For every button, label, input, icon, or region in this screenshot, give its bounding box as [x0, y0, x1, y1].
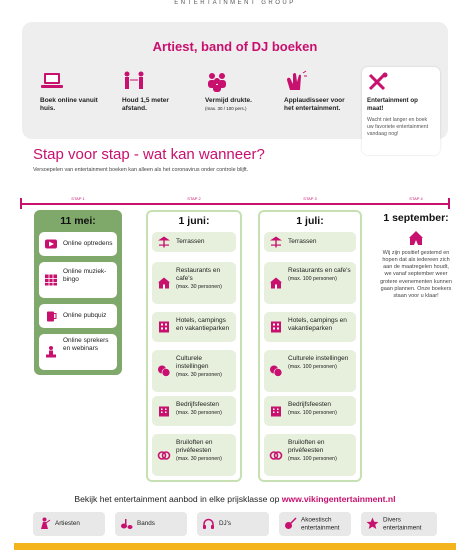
terrace-icon [269, 236, 283, 249]
bingo-icon [44, 274, 58, 287]
category-label: Divers entertainment [383, 516, 422, 531]
category-artists[interactable] [33, 512, 105, 536]
step4-date: 1 september: [383, 212, 449, 224]
steps-heading: Stap voor stap - wat kan wanneer? [33, 146, 265, 163]
hotel-icon [157, 321, 171, 334]
timeline [20, 203, 450, 205]
category-label: Artiesten [55, 520, 80, 528]
card-weddings [152, 434, 236, 476]
brand-tagline: ENTERTAINMENT GROUP [174, 0, 296, 6]
card-label: Online pubquiz [63, 312, 107, 319]
tip-label: Houd 1,5 meter afstand. [122, 97, 169, 113]
cafe-icon [157, 277, 171, 290]
card-sub: (max. 30 personen) [176, 456, 222, 463]
note-text: Wacht niet langer en boek uw favoriete entertainment vandaag nog! [367, 116, 429, 137]
category-label: DJ's [219, 520, 232, 528]
card-sub: (max. 30 personen) [176, 284, 222, 291]
distance-icon [122, 70, 146, 92]
tip-online-booking [40, 70, 110, 113]
tip-label: Applaudisseer voor het entertainment. [284, 97, 345, 113]
card-sub: (max. 100 personen) [288, 364, 337, 371]
category-bands[interactable] [115, 512, 187, 536]
card-label: Culturele instellingen [288, 355, 349, 362]
card-label: Online optredens [63, 240, 113, 247]
card-label: Terrassen [288, 238, 317, 245]
step-label: STAP 3 [303, 196, 317, 201]
card-label: Bruiloften en privéfeesten [288, 439, 325, 455]
laptop-icon [40, 70, 64, 92]
card-label: Culturele instellingen [176, 355, 209, 371]
category-djs[interactable] [197, 512, 269, 536]
crowd-icon [205, 70, 229, 92]
card-terraces [264, 232, 356, 252]
category-various[interactable] [361, 512, 437, 536]
card-music-bingo [39, 262, 117, 298]
tip-crowds [205, 70, 275, 113]
card-label: Hotels, campings en vakantieparken [176, 317, 230, 333]
step-label: STAP 1 [71, 196, 85, 201]
card-label: Restaurants en cafe's [288, 267, 351, 274]
card-sub: (max. 30 personen) [176, 372, 222, 379]
category-acoustic[interactable] [279, 512, 351, 536]
terrace-icon [157, 236, 171, 249]
step2-date: 1 juni: [178, 215, 210, 227]
tip-label: Vermijd drukte. [205, 97, 252, 104]
beer-icon [44, 310, 58, 323]
step-label: STAP 4 [409, 196, 423, 201]
step3-date: 1 juli: [296, 215, 324, 227]
timeline-tick [448, 198, 450, 209]
card-company-parties [152, 396, 236, 426]
card-company-parties [264, 396, 356, 426]
website-link[interactable]: www.vikingentertainment.nl [281, 494, 396, 504]
step1-column [34, 210, 122, 375]
cafe-icon [269, 277, 283, 290]
step4-text: Wij zijn positief gestemd en hopen dat als iedereen zich aan de maatregelen houdt, we vanaf september weer grotere evenementen kunnen gaan plannen. Onze boekers staan voor u klaar! [380, 250, 452, 299]
step4-column [380, 212, 452, 300]
offer-text: Bekijk het entertainment aanbod in elke prijsklasse op [74, 494, 280, 504]
artist-icon [38, 517, 51, 530]
headphones-icon [202, 517, 215, 530]
card-terraces [152, 232, 236, 252]
footer-bar [14, 543, 456, 550]
card-label: Hotels, campings en vakantieparken [288, 317, 347, 333]
steps-intro: Versoepelen van entertainment boeken kan alleen als het coronavirus onder controle blijft. [33, 167, 249, 173]
card-speakers [39, 334, 117, 370]
video-icon [44, 238, 58, 251]
step3-column [258, 210, 362, 482]
tools-icon [367, 72, 389, 92]
card-sub: (max. 100 personen) [288, 456, 337, 463]
rings-icon [157, 449, 171, 462]
tips-title: Artiest, band of DJ boeken [152, 39, 318, 54]
step1-date: 11 mei: [60, 215, 96, 227]
office-icon [269, 405, 283, 418]
tip-sub: (max. 30 / 100 pers.) [205, 106, 247, 112]
card-sub: (max. 30 personen) [176, 410, 222, 417]
circus-tent-icon [408, 230, 424, 246]
hotel-icon [269, 321, 283, 334]
band-icon [120, 517, 133, 530]
step-label: STAP 2 [187, 196, 201, 201]
card-label: Bedrijfsfeesten [288, 401, 331, 408]
card-label: Online muziek-bingo [63, 268, 107, 284]
card-weddings [264, 434, 356, 476]
culture-icon [269, 365, 283, 378]
card-sub: (max. 100 personen) [288, 276, 337, 283]
custom-entertainment-note [362, 67, 440, 155]
star-icon [366, 517, 379, 530]
card-label: Online sprekers en webinars [63, 337, 109, 353]
tip-applause [284, 70, 354, 113]
category-label: Akoestisch entertainment [301, 516, 340, 531]
card-online-performances [39, 232, 117, 256]
office-icon [157, 405, 171, 418]
card-culture [264, 350, 356, 392]
applause-icon [284, 70, 308, 92]
rings-icon [269, 449, 283, 462]
step2-column [146, 210, 242, 482]
tip-label: Boek online vanuit huis. [40, 97, 98, 113]
culture-icon [157, 365, 171, 378]
card-label: Restaurants en cafe's [176, 267, 221, 283]
card-restaurants [152, 262, 236, 304]
card-label: Bruiloften en privéfeesten [176, 439, 213, 455]
category-label: Bands [137, 520, 155, 528]
card-label: Terrassen [176, 238, 205, 245]
offer-line [0, 494, 470, 504]
tips-panel [22, 22, 448, 139]
card-pubquiz [39, 304, 117, 328]
timeline-tick [20, 198, 22, 209]
card-culture [152, 350, 236, 392]
tip-distance [122, 70, 192, 113]
card-label: Bedrijfsfeesten [176, 401, 219, 408]
card-hotels [264, 312, 356, 342]
card-hotels [152, 312, 236, 342]
speaker-icon [44, 346, 58, 359]
card-restaurants [264, 262, 356, 304]
note-title: Entertainment op maat! [367, 97, 418, 112]
card-sub: (max. 100 personen) [288, 410, 337, 417]
guitar-icon [284, 517, 297, 530]
